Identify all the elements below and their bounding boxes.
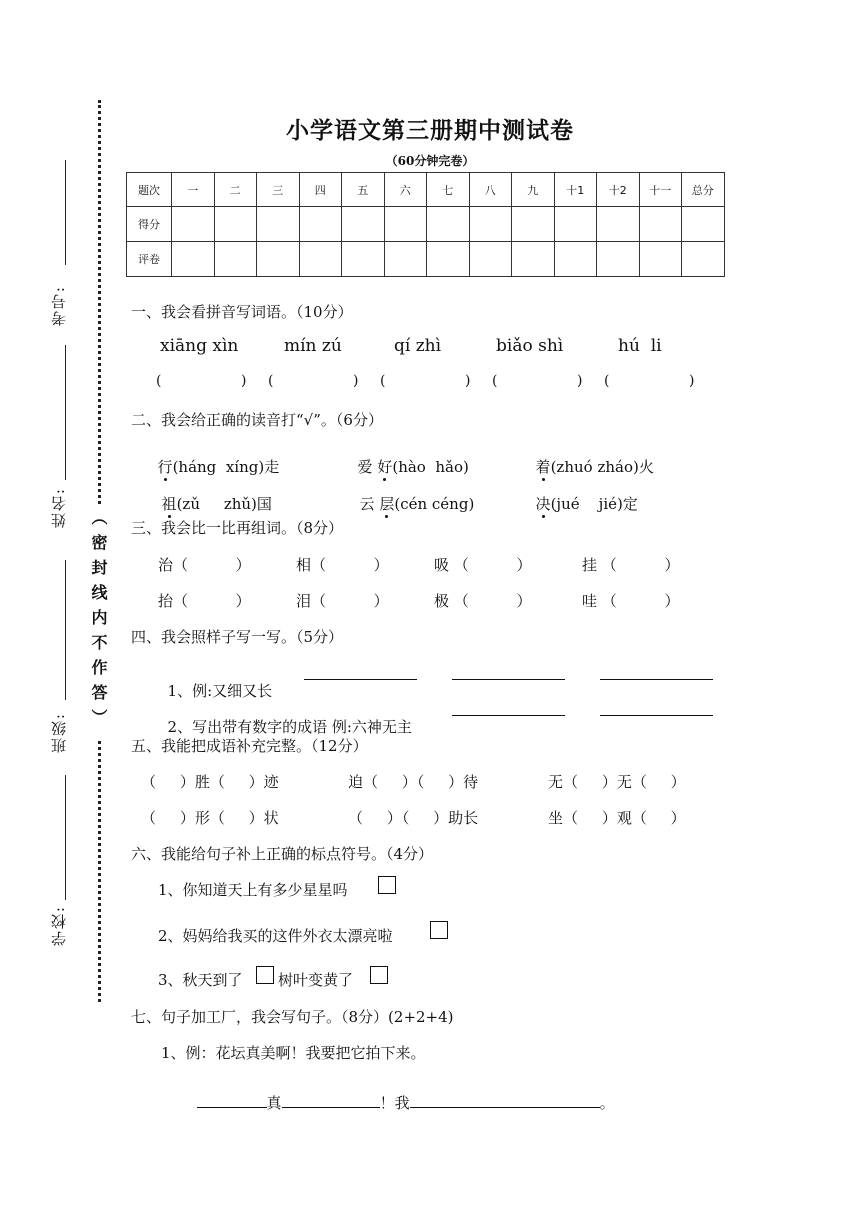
example-prompt: 2、写出带有数字的成语 例:六神无主 xyxy=(167,718,412,736)
punctuation-question: 1、你知道天上有多少星星吗 xyxy=(158,881,348,899)
example-line xyxy=(158,662,272,701)
punctuation-question-part: 树叶变黄了 xyxy=(278,971,354,989)
idiom-item[interactable]: （ ）胜（ ）迹 xyxy=(141,773,279,791)
table-header-cell: 十2 xyxy=(597,173,640,207)
score-cell[interactable] xyxy=(384,207,427,242)
pinyin-item: xiāng xìn xyxy=(160,336,239,356)
score-cell[interactable] xyxy=(172,207,215,242)
table-header-cell: 十1 xyxy=(554,173,597,207)
page-subtitle: （60分钟完卷） xyxy=(385,154,475,168)
page-title: 小学语文第三册期中测试卷 xyxy=(286,117,574,144)
punctuation-box[interactable] xyxy=(370,966,388,984)
answer-paren-open: ( xyxy=(268,373,274,389)
table-header-cell: 二 xyxy=(214,173,257,207)
grader-cell[interactable] xyxy=(427,242,470,277)
pron-options[interactable]: (zǔ zhǔ) xyxy=(176,495,257,513)
table-header-cell: 九 xyxy=(512,173,555,207)
answer-paren-close: ) xyxy=(241,373,247,389)
answer-blank[interactable] xyxy=(452,679,565,680)
pronunciation-item xyxy=(148,438,279,477)
exam-no-line xyxy=(65,160,66,265)
score-cell[interactable] xyxy=(597,207,640,242)
word-group-item[interactable]: 治（ ） xyxy=(158,556,251,574)
table-header-cell: 五 xyxy=(342,173,385,207)
section-1-heading: 一、我会看拼音写词语。（10分） xyxy=(131,303,353,321)
table-header-cell: 七 xyxy=(427,173,470,207)
word-group-item[interactable]: 抬（ ） xyxy=(158,592,251,610)
table-header-cell: 一 xyxy=(172,173,215,207)
grader-cell[interactable] xyxy=(384,242,427,277)
answer-paren-close: ) xyxy=(465,373,471,389)
punctuation-question: 2、妈妈给我买的这件外衣太漂亮啦 xyxy=(158,927,393,945)
score-cell[interactable] xyxy=(299,207,342,242)
pron-options[interactable]: (jué jié) xyxy=(550,495,623,513)
grader-cell[interactable] xyxy=(299,242,342,277)
grader-cell[interactable] xyxy=(257,242,300,277)
example-prompt: 1、例:又细又长 xyxy=(167,682,273,700)
fill-text: 。 xyxy=(599,1094,615,1112)
word-tail: 国 xyxy=(256,495,272,513)
word-head: 云 xyxy=(359,495,380,513)
target-char: 行 xyxy=(157,458,173,476)
pron-options[interactable]: (cén céng) xyxy=(394,495,475,513)
idiom-item[interactable]: 无（ ）无（ ） xyxy=(548,773,686,791)
table-header-cell: 八 xyxy=(469,173,512,207)
idiom-item[interactable]: （ ）形（ ）状 xyxy=(141,809,279,827)
section-7-heading: 七、句子加工厂，我会写句子。（8分）(2+2+4) xyxy=(131,1008,454,1026)
grader-cell[interactable] xyxy=(554,242,597,277)
target-char: 祖 xyxy=(161,495,177,513)
pinyin-item: biǎo shì xyxy=(496,336,564,356)
pinyin-item: mín zú xyxy=(284,336,342,356)
school-label: 学校: xyxy=(50,905,68,947)
grader-cell[interactable] xyxy=(682,242,725,277)
pronunciation-item xyxy=(152,475,272,514)
word-tail: 走 xyxy=(264,458,280,476)
answer-blank[interactable] xyxy=(600,715,713,716)
answer-paren-close: ) xyxy=(689,373,695,389)
answer-paren-close: ) xyxy=(577,373,583,389)
grader-row xyxy=(127,242,725,277)
word-group-item[interactable]: 相（ ） xyxy=(296,556,389,574)
pinyin-item: hú li xyxy=(618,336,662,356)
fill-text: ！我 xyxy=(379,1094,410,1112)
example-line xyxy=(158,698,412,737)
name-line xyxy=(65,345,66,480)
table-header-cell: 四 xyxy=(299,173,342,207)
score-row xyxy=(127,207,725,242)
grader-cell[interactable] xyxy=(597,242,640,277)
section-6-heading: 六、我能给句子补上正确的标点符号。（4分） xyxy=(131,845,434,863)
pinyin-item: qí zhì xyxy=(394,336,442,356)
answer-paren-close: ) xyxy=(353,373,359,389)
word-head: 爱 xyxy=(357,458,378,476)
pron-options[interactable]: (háng xíng) xyxy=(172,458,265,476)
pronunciation-item xyxy=(350,475,474,514)
answer-paren-open: ( xyxy=(156,373,162,389)
punctuation-box[interactable] xyxy=(378,876,396,894)
answer-blank[interactable] xyxy=(304,679,417,680)
score-cell[interactable] xyxy=(257,207,300,242)
score-cell[interactable] xyxy=(342,207,385,242)
score-table-header-row xyxy=(127,173,725,207)
grader-cell[interactable] xyxy=(214,242,257,277)
grader-cell[interactable] xyxy=(469,242,512,277)
answer-paren-open: ( xyxy=(380,373,386,389)
word-group-item[interactable]: 哇 （ ） xyxy=(582,592,680,610)
idiom-item[interactable]: （ ）（ ）助长 xyxy=(348,809,479,827)
word-group-item[interactable]: 泪（ ） xyxy=(296,592,389,610)
target-char: 好 xyxy=(377,458,393,476)
fill-text: 真 xyxy=(266,1094,282,1112)
punctuation-box[interactable] xyxy=(430,921,448,939)
word-group-item[interactable]: 吸 （ ） xyxy=(434,556,532,574)
table-header-cell: 总分 xyxy=(682,173,725,207)
score-cell[interactable] xyxy=(427,207,470,242)
word-tail: 火 xyxy=(638,458,654,476)
seal-notice: （密封线内不作答） xyxy=(88,505,110,738)
answer-blank[interactable] xyxy=(410,1093,600,1108)
target-char: 层 xyxy=(379,495,395,513)
punctuation-question: 3、秋天到了 xyxy=(158,971,243,989)
answer-paren-open: ( xyxy=(492,373,498,389)
score-cell[interactable] xyxy=(682,207,725,242)
pron-options[interactable]: (hào hǎo) xyxy=(392,458,469,476)
target-char: 着 xyxy=(535,458,551,476)
word-group-item[interactable]: 挂 （ ） xyxy=(582,556,680,574)
answer-blank[interactable] xyxy=(197,1093,267,1108)
class-label: 班级: xyxy=(50,712,68,754)
grader-cell[interactable] xyxy=(512,242,555,277)
score-cell[interactable] xyxy=(639,207,682,242)
pronunciation-item xyxy=(526,438,654,477)
score-cell[interactable] xyxy=(469,207,512,242)
punctuation-box[interactable] xyxy=(256,966,274,984)
grader-row-label: 评卷 xyxy=(127,242,172,277)
word-group-item[interactable]: 极 （ ） xyxy=(434,592,532,610)
score-cell[interactable] xyxy=(214,207,257,242)
sentence-example: 1、例：花坛真美啊！我要把它拍下来。 xyxy=(161,1044,426,1062)
section-3-heading: 三、我会比一比再组词。（8分） xyxy=(131,519,344,537)
pronunciation-item xyxy=(348,438,469,477)
grader-cell[interactable] xyxy=(639,242,682,277)
answer-paren-open: ( xyxy=(604,373,610,389)
target-char: 决 xyxy=(535,495,551,513)
exam-no-label: 考号: xyxy=(50,285,68,327)
table-header-cell: 六 xyxy=(384,173,427,207)
score-row-label: 得分 xyxy=(127,207,172,242)
sentence-fill-line xyxy=(187,1074,615,1113)
answer-blank[interactable] xyxy=(452,715,565,716)
score-cell[interactable] xyxy=(512,207,555,242)
score-table xyxy=(126,172,725,277)
class-line xyxy=(65,560,66,700)
answer-blank[interactable] xyxy=(282,1093,380,1108)
score-cell[interactable] xyxy=(554,207,597,242)
section-4-heading: 四、我会照样子写一写。（5分） xyxy=(131,628,344,646)
grader-cell[interactable] xyxy=(342,242,385,277)
idiom-item[interactable]: 迫（ ）（ ）待 xyxy=(348,773,479,791)
pronunciation-item xyxy=(526,475,638,514)
name-label: 姓名: xyxy=(50,487,68,529)
word-tail: 定 xyxy=(622,495,638,513)
section-2-heading: 二、我会给正确的读音打“√”。（6分） xyxy=(131,411,383,429)
grader-cell[interactable] xyxy=(172,242,215,277)
table-header-cell: 题次 xyxy=(127,173,172,207)
answer-blank[interactable] xyxy=(600,679,713,680)
pron-options[interactable]: (zhuó zháo) xyxy=(550,458,639,476)
section-5-heading: 五、我能把成语补充完整。（12分） xyxy=(131,737,368,755)
school-line xyxy=(65,775,66,900)
table-header-cell: 十一 xyxy=(639,173,682,207)
table-header-cell: 三 xyxy=(257,173,300,207)
idiom-item[interactable]: 坐（ ）观（ ） xyxy=(548,809,686,827)
